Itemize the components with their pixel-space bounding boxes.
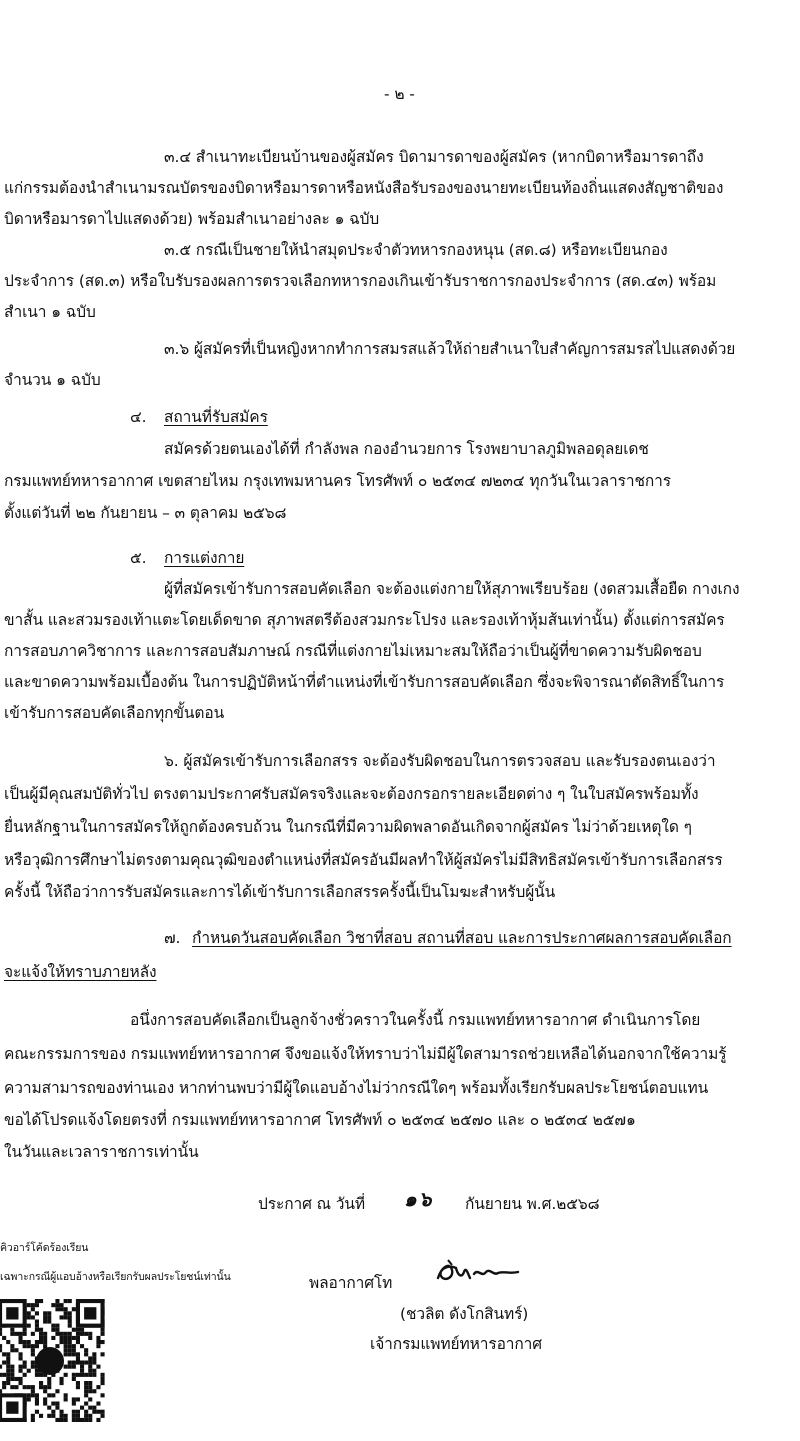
closing-line-4: ขอได้โปรดแจ้งโดยตรงที่ กรมแพทย์ทหารอากาศ โทรศัพท์ ๐ ๒๕๓๔ ๒๕๗๐ และ ๐ ๒๕๓๔ ๒๕๗๑	[4, 1111, 636, 1129]
section-4-line-2: กรมแพทย์ทหารอากาศ เขตสายไหม กรุงเทพมหานคร โทรศัพท์ ๐ ๒๕๓๔ ๗๒๓๔ ทุกวันในเวลาราชการ	[4, 472, 672, 490]
para-3-5-line-1: ๓.๕ กรณีเป็นชายให้นำสมุดประจำตัวทหารกองหนุน (สด.๘) หรือทะเบียนกอง	[164, 241, 668, 259]
section-4-number: ๔.	[130, 408, 147, 426]
closing-line-1: อนึ่งการสอบคัดเลือกเป็นลูกจ้างชั่วคราวในครั้งนี้ กรมแพทย์ทหารอากาศ ดำเนินการโดย	[130, 1011, 701, 1029]
section-4-heading: สถานที่รับสมัคร	[164, 408, 268, 426]
section-4-line-3: ตั้งแต่วันที่ ๒๒ กันยายน – ๓ ตุลาคม ๒๕๖๘	[4, 504, 287, 522]
announcement-day-handwritten: ๑๖	[404, 1187, 434, 1211]
para-3-4-line-3: บิดาหรือมารดาไปแสดงด้วย) พร้อมสำเนาอย่างละ ๑ ฉบับ	[4, 210, 380, 228]
section-5-line-3: การสอบภาควิชาการ และการสอบสัมภาษณ์ กรณีที่แต่งกายไม่เหมาะสมให้ถือว่าเป็นผู้ที่ขาดความรับผิดชอบ	[4, 642, 702, 660]
section-6-line-4: หรือวุฒิการศึกษาไม่ตรงตามคุณวุฒิของตำแหน่งที่สมัครอันมีผลทำให้ผู้สมัครไม่มีสิทธิสมัครเข้ารับการเลือกสรร	[4, 851, 723, 869]
section-7-line-1: กำหนดวันสอบคัดเลือก วิชาที่สอบ สถานที่สอบ และการประกาศผลการสอบคัดเลือก	[192, 929, 732, 947]
announcement-month-year: กันยายน พ.ศ.๒๕๖๘	[465, 1195, 600, 1213]
para-3-5-line-2: ประจำการ (สด.๓) หรือใบรับรองผลการตรวจเลือกทหารกองเกินเข้ารับราชการกองประจำการ (สด.๔๓) พร้อม	[4, 272, 717, 290]
closing-line-2: คณะกรรมการของ กรมแพทย์ทหารอากาศ จึงขอแจ้งให้ทราบว่าไม่มีผู้ใดสามารถช่วยเหลือได้นอกจากใช้ความรู้	[4, 1045, 727, 1063]
section-5-line-4: และขาดความพร้อมเบื้องต้น ในการปฏิบัติหน้าที่ตำแหน่งที่เข้ารับการสอบคัดเลือก ซึ่งจะพิจารณาตัดสิทธิ์ในการ	[4, 673, 725, 691]
para-3-6-line-2: จำนวน ๑ ฉบับ	[4, 371, 101, 389]
closing-line-3: ความสามารถของท่านเอง หากท่านพบว่ามีผู้ใดแอบอ้างไม่ว่ากรณีใดๆ พร้อมทั้งเรียกรับผลประโยชน์ตอบแทน	[4, 1079, 709, 1097]
section-4-line-1: สมัครด้วยตนเองได้ที่ กำลังพล กองอำนวยการ โรงพยาบาลภูมิพลอดุลยเดช	[164, 440, 649, 458]
qr-code-icon[interactable]	[0, 1297, 106, 1425]
para-3-4-line-2: แก่กรรมต้องนำสำเนามรณบัตรของบิดาหรือมารดาหรือหนังสือรับรองของนายทะเบียนท้องถิ่นแสดงสัญชาติของ	[4, 179, 724, 197]
page-number: - ๒ -	[384, 85, 415, 103]
announcement-prefix: ประกาศ ณ วันที่	[258, 1195, 365, 1213]
section-5-line-2: ขาสั้น และสวมรองเท้าแตะโดยเด็ดขาด สุภาพสตรีต้องสวมกระโปรง และรองเท้าหุ้มส้นเท่านั้น) ตั้งแต่การสมัคร	[4, 611, 725, 629]
section-7-number: ๗.	[164, 929, 181, 947]
signer-position: เจ้ากรมแพทย์ทหารอากาศ	[370, 1335, 543, 1353]
section-7-line-2: จะแจ้งให้ทราบภายหลัง	[4, 963, 157, 981]
signer-name: (ชวลิต ดังโกสินทร์)	[400, 1305, 529, 1323]
section-5-line-1: ผู้ที่สมัครเข้ารับการสอบคัดเลือก จะต้องแต่งกายให้สุภาพเรียบร้อย (งดสวมเสื้อยืด กางเกง	[164, 580, 740, 598]
para-3-4-line-1: ๓.๔ สำเนาทะเบียนบ้านของผู้สมัคร บิดามารดาของผู้สมัคร (หากบิดาหรือมารดาถึง	[164, 148, 704, 166]
closing-line-5: ในวันและเวลาราชการเท่านั้น	[4, 1143, 199, 1161]
signer-rank: พลอากาศโท	[309, 1274, 393, 1292]
signature-mark	[432, 1256, 522, 1290]
para-3-5-line-3: สำเนา ๑ ฉบับ	[4, 303, 96, 321]
section-6-line-2: เป็นผู้มีคุณสมบัติทั่วไป ตรงตามประกาศรับสมัครจริงและจะต้องกรอกรายละเอียดต่าง ๆ ในใบสมัครพร้อมทั้ง	[4, 785, 699, 803]
qr-note-line-1: คิวอาร์โค้ดร้องเรียน	[0, 1242, 89, 1254]
section-5-heading: การแต่งกาย	[164, 549, 245, 567]
section-5-line-5: เข้ารับการสอบคัดเลือกทุกขั้นตอน	[4, 704, 225, 722]
section-5-number: ๕.	[130, 549, 147, 567]
section-6-line-1: ๖. ผู้สมัครเข้ารับการเลือกสรร จะต้องรับผิดชอบในการตรวจสอบ และรับรองตนเองว่า	[164, 752, 716, 770]
section-6-line-5: ครั้งนี้ ให้ถือว่าการรับสมัครและการได้เข้ารับการเลือกสรรครั้งนี้เป็นโมฆะสำหรับผู้นั้น	[4, 883, 556, 901]
section-6-line-3: ยื่นหลักฐานในการสมัครให้ถูกต้องครบถ้วน ในกรณีที่มีความผิดพลาดอันเกิดจากผู้สมัคร ไม่ว่าด้วยเหตุใด ๆ	[4, 818, 692, 836]
para-3-6-line-1: ๓.๖ ผู้สมัครที่เป็นหญิงหากทำการสมรสแล้วให้ถ่ายสำเนาใบสำคัญการสมรสไปแสดงด้วย	[164, 340, 736, 358]
qr-note-line-2: เฉพาะกรณีผู้แอบอ้างหรือเรียกรับผลประโยชน์เท่านั้น	[0, 1271, 231, 1283]
